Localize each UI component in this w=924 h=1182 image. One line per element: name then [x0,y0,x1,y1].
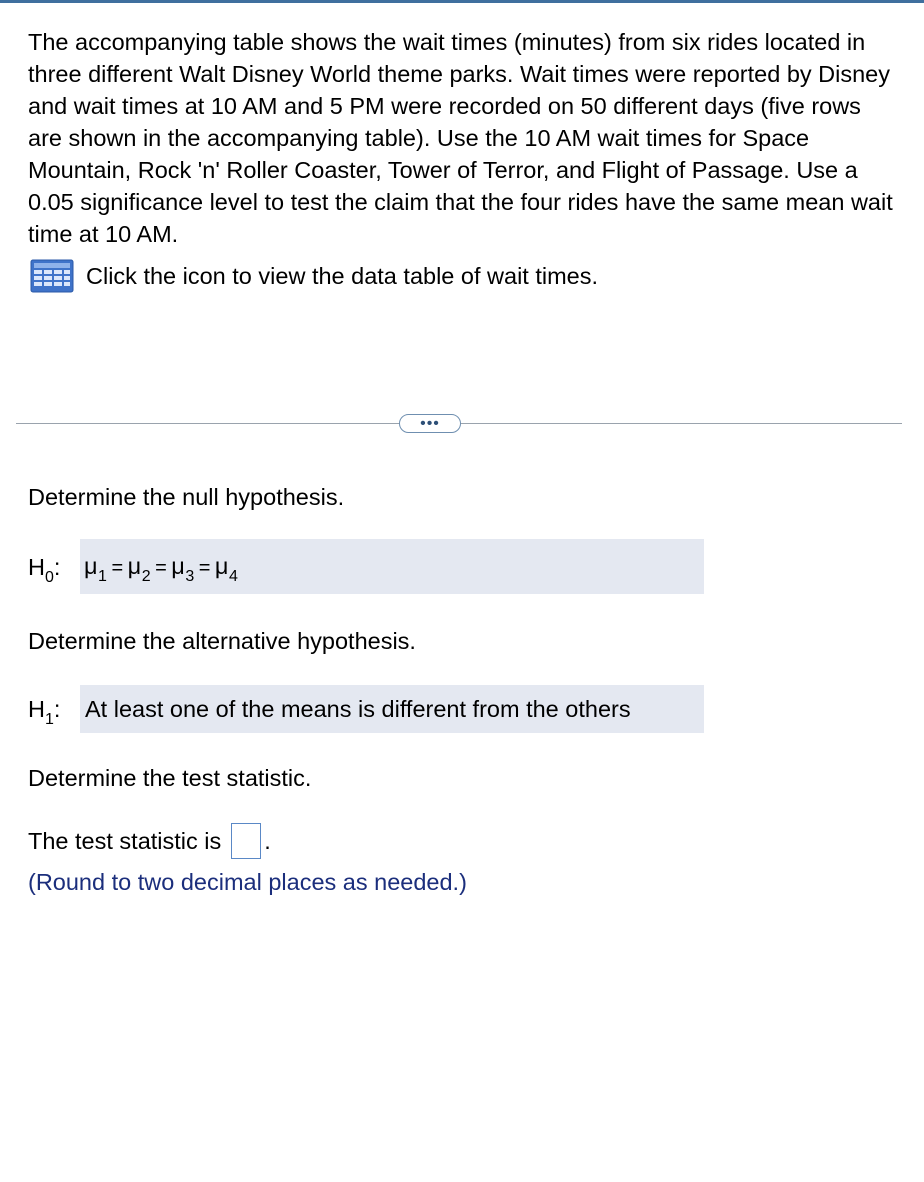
data-table-link-text[interactable]: Click the icon to view the data table of wait times. [86,263,599,289]
h1-label: $H_1$: [28,696,61,728]
alt-hypothesis-prompt: Determine the alternative hypothesis. [28,628,416,654]
test-statistic-input[interactable] [231,823,261,859]
rounding-hint: (Round to two decimal places as needed.) [28,869,467,895]
test-statistic-label: The test statistic is [28,827,222,854]
alt-hypothesis-answer[interactable]: At least one of the means is different from the others [80,685,704,733]
alt-hypothesis-row [28,693,60,729]
null-hypothesis-answer[interactable] [80,539,704,594]
null-hypothesis-expression: $\mu_1 = \mu_2 = \mu_3 = \mu_4$ [84,553,239,585]
test-statistic-prompt: Determine the test statistic. [28,765,312,791]
test-statistic-period: . [264,827,271,854]
data-table-link[interactable] [30,259,598,293]
null-hypothesis-row [28,551,60,587]
question-text: The accompanying table shows the wait times (minutes) from six rides located in three different Walt Disney World theme parks. Wait times were reported by Disney and wait times at 10 AM and 5 PM were recorded on 50 different days (five rows are shown in the accompanying table). Use the 10 AM wait times for Space Mountain, Rock 'n' Roller Coaster, Tower of Terror, and Flight of Passage. Use a 0.05 significance level to test the claim that the four rides have the same mean wait time at 10 AM. [28,29,893,247]
expand-more-button[interactable]: ••• [399,414,461,433]
top-accent-bar [0,0,924,3]
test-statistic-row [28,823,271,859]
h0-label: $H_0$: [28,554,61,586]
data-table-icon[interactable] [30,259,74,293]
null-hypothesis-prompt: Determine the null hypothesis. [28,484,345,510]
